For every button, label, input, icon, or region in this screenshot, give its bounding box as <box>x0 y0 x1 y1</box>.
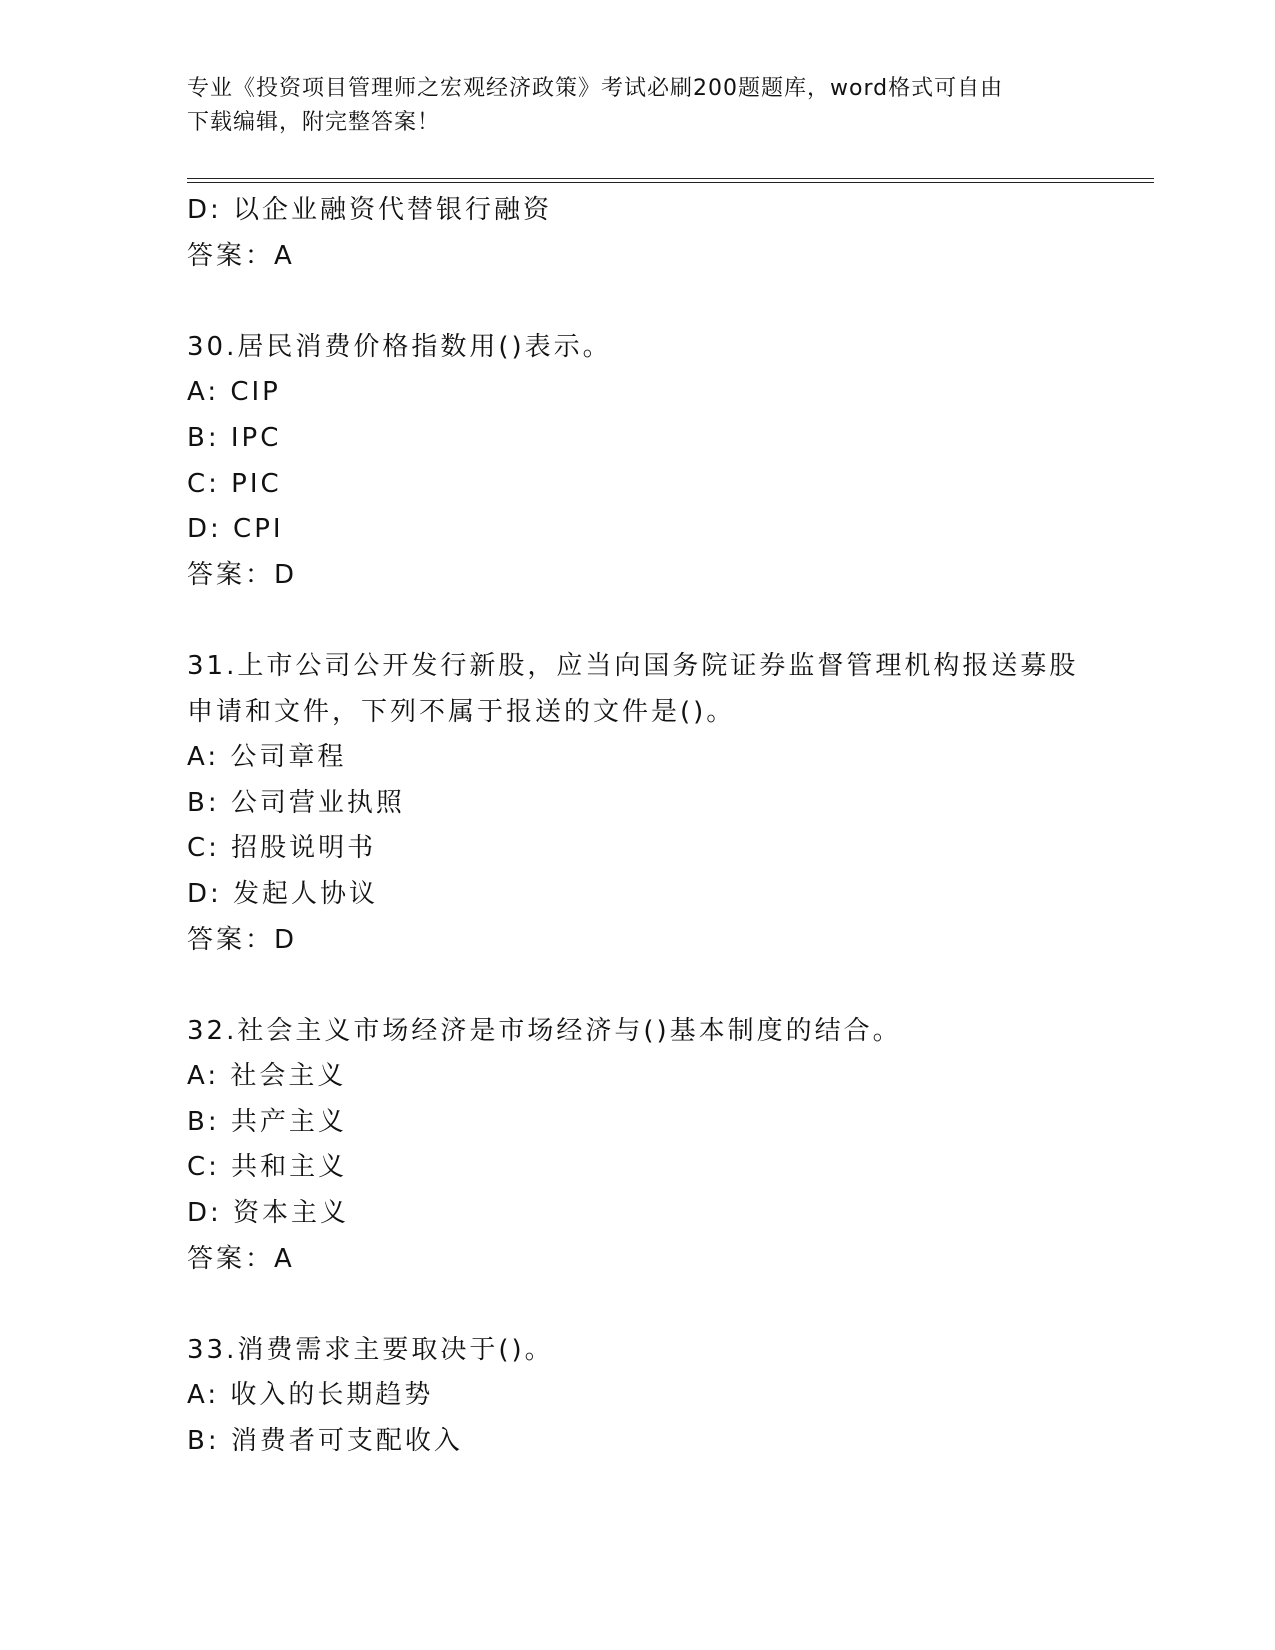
option-c: C: 共和主义 <box>187 1152 348 1183</box>
answer: 答案：A <box>187 1243 295 1274</box>
spacer <box>187 963 1087 1009</box>
option-b: B: 消费者可支配收入 <box>187 1426 463 1457</box>
spacer <box>187 279 1087 325</box>
question-stem: 31.上市公司公开发行新股，应当向国务院证券监督管理机构报送募股 <box>187 650 1079 681</box>
question-30 <box>187 325 1087 599</box>
q29-option-d: D: 以企业融资代替银行融资 <box>187 195 553 225</box>
question-32 <box>187 1009 1087 1283</box>
option-c: C: PIC <box>187 468 282 499</box>
option-b: B: 共产主义 <box>187 1106 347 1137</box>
answer: 答案：D <box>187 924 298 955</box>
question-stem-continued: 申请和文件，下列不属于报送的文件是()。 <box>187 696 736 727</box>
option-d: D: 发起人协议 <box>187 878 379 909</box>
option-d: D: 资本主义 <box>187 1198 350 1229</box>
option-c: C: 招股说明书 <box>187 833 377 864</box>
question-stem: 30.居民消费价格指数用()表示。 <box>187 331 612 362</box>
answer: 答案：D <box>187 559 298 590</box>
option-b: B: 公司营业执照 <box>187 787 405 818</box>
option-a: A: 社会主义 <box>187 1061 347 1092</box>
spacer <box>187 1282 1087 1328</box>
option-b: B: IPC <box>187 422 282 453</box>
question-stem: 33.消费需求主要取决于()。 <box>187 1334 554 1365</box>
question-stem: 32.社会主义市场经济是市场经济与()基本制度的结合。 <box>187 1015 902 1046</box>
question-list <box>187 188 1087 1465</box>
spacer <box>187 598 1087 644</box>
header-divider <box>187 178 1154 183</box>
q29-answer: 答案：A <box>187 240 295 271</box>
question-31 <box>187 644 1087 963</box>
question-33 <box>187 1328 1087 1465</box>
option-a: A: 收入的长期趋势 <box>187 1380 434 1411</box>
document-header <box>187 72 1067 140</box>
option-d: D: CPI <box>187 514 284 545</box>
header-line-2: 下载编辑，附完整答案！ <box>187 110 441 135</box>
option-a: A: 公司章程 <box>187 742 347 773</box>
option-a: A: CIP <box>187 377 281 408</box>
header-line-1: 专业《投资项目管理师之宏观经济政策》考试必刷200题题库，word格式可自由 <box>187 76 1004 101</box>
